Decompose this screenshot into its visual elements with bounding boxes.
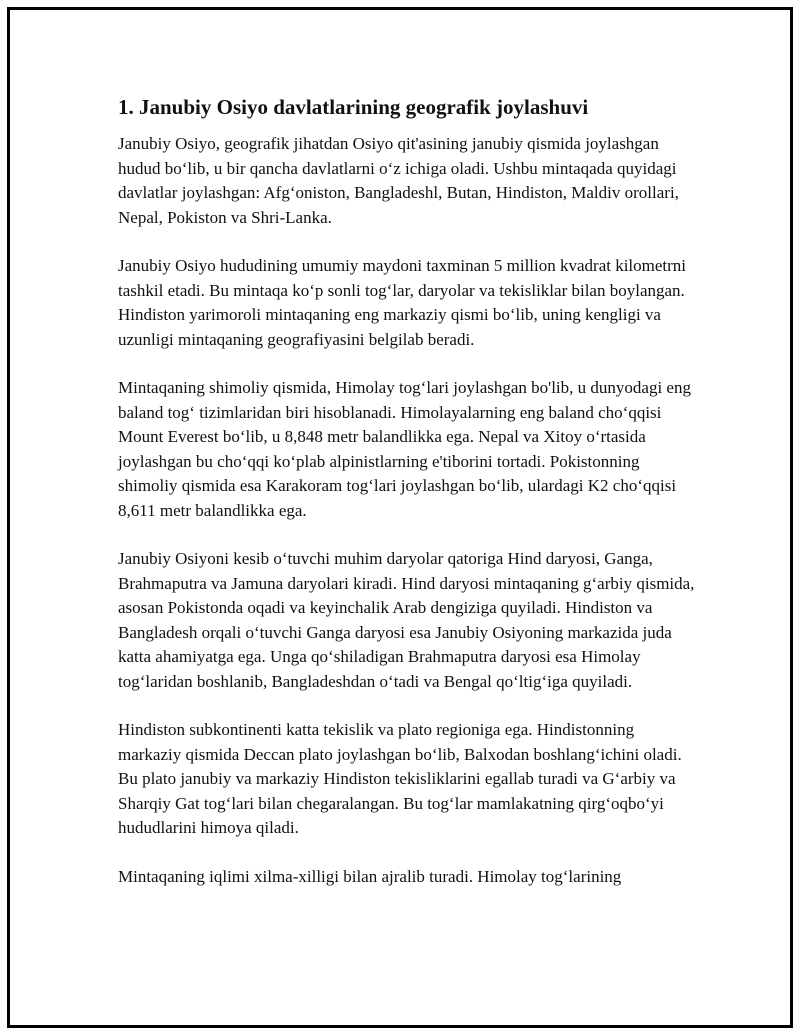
paragraph-himalaya: Mintaqaning shimoliy qismida, Himolay tog‘lari joylashgan bo'lib, u dunyodagi eng baland tog‘ tizimlaridan biri hisoblanadi. Himolayalarning eng baland cho‘qqisi Mount Everest bo‘lib, u 8,848 metr balandlikka ega. Nepal va Xitoy o‘rtasida joylashgan bu cho‘qqi ko‘plab alpinistlarning e'tiborini tortadi. Pokistonning shimoliy qismida esa Karakoram tog‘lari joylashgan bo‘lib, ulardagi K2 cho‘qqisi 8,611 metr balandlikka ega. [118, 378, 691, 520]
paragraph-climate: Mintaqaning iqlimi xilma-xilligi bilan ajralib turadi. Himolay tog‘larining [118, 866, 622, 886]
paragraph-area: Janubiy Osiyo hududining umumiy maydoni taxminan 5 million kvadrat kilometrni tashkil etadi. Bu mintaqa ko‘p sonli tog‘lar, daryolar va tekisliklar bilan boylangan. Hindiston yarimoroli mintaqaning eng markaziy qismi bo‘lib, uning kengligi va uzunligi mintaqaning geografiyasini belgilab beradi. [118, 256, 687, 349]
section-heading: 1. Janubiy Osiyo davlatlarining geografik joylashuvi [118, 95, 589, 119]
paragraph-intro: Janubiy Osiyo, geografik jihatdan Osiyo qit'asining janubiy qismida joylashgan hudud bo‘lib, u bir qancha davlatlarni o‘z ichiga oladi. Ushbu mintaqada quyidagi davlatlar joylashgan: Afg‘oniston, Bangladeshl, Butan, Hindiston, Maldiv orollari, Nepal, Pokiston va Shri-Lanka. [118, 134, 679, 227]
paragraph-rivers: Janubiy Osiyoni kesib o‘tuvchi muhim daryolar qatoriga Hind daryosi, Ganga, Brahmaputra va Jamuna daryolari kiradi. Hind daryosi mintaqaning g‘arbiy qismida, asosan Pokistonda oqadi va keyinchalik Arab dengiziga quyiladi. Hindiston va Bangladesh orqali o‘tuvchi Ganga daryosi esa Janubiy Osiyoning markazida juda katta ahamiyatga ega. Unga qo‘shiladigan Brahmaputra daryosi esa Himolay tog‘laridan boshlanib, Bangladeshdan o‘tadi va Bengal qo‘ltig‘iga quyiladi. [118, 549, 695, 691]
paragraph-plateau: Hindiston subkontinenti katta tekislik va plato regioniga ega. Hindistonning markaziy qismida Deccan plato joylashgan bo‘lib, Balxodan boshlang‘ichini oladi. Bu plato janubiy va markaziy Hindiston tekisliklarini egallab turadi va G‘arbiy va Sharqiy Gat tog‘lari bilan chegaralangan. Bu tog‘lar mamlakatning qirg‘oqbo‘yi hududlarini himoya qiladi. [118, 720, 682, 837]
document-body [118, 92, 698, 889]
